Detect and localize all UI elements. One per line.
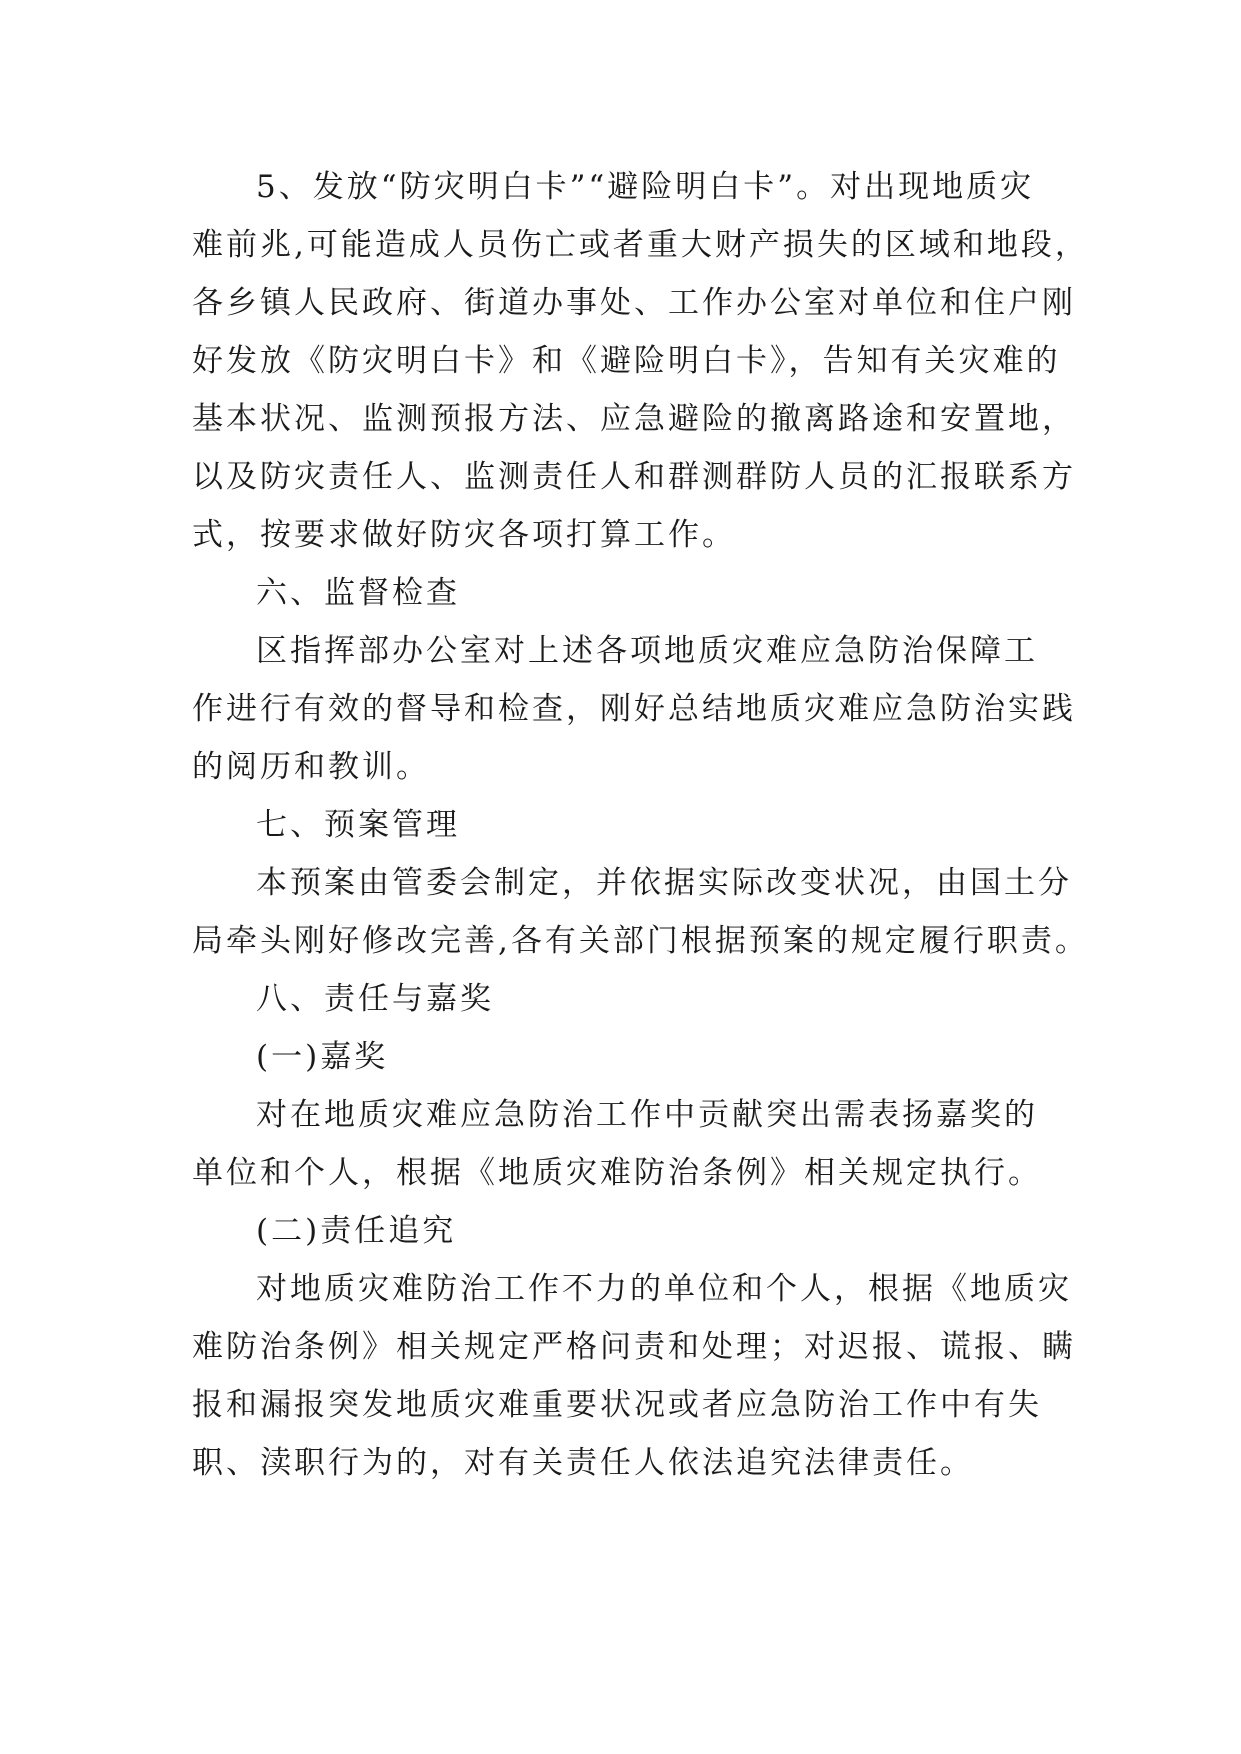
text-line: (二)责任追究 — [256, 1213, 457, 1249]
text-line: 以及防灾责任人、监测责任人和群测群防人员的汇报联系方 — [192, 459, 1076, 495]
text-line: 六、监督检查 — [256, 575, 460, 611]
text-line: 难防治条例》相关规定严格问责和处理；对迟报、谎报、瞒 — [192, 1329, 1076, 1365]
text-line: 对地质灾难防治工作不力的单位和个人，根据《地质灾 — [256, 1271, 1072, 1307]
text-line: 对在地质灾难应急防治工作中贡献突出需表扬嘉奖的 — [256, 1097, 1038, 1133]
text-line: 职、渎职行为的，对有关责任人依法追究法律责任。 — [192, 1445, 974, 1481]
text-line: 基本状况、监测预报方法、应急避险的撤离路途和安置地， — [192, 401, 1076, 437]
text-line: 5、发放“防灾明白卡”“避险明白卡”。对出现地质灾 — [256, 169, 1035, 205]
text-line: 各乡镇人民政府、街道办事处、工作办公室对单位和住户刚 — [192, 285, 1076, 321]
text-line: 单位和个人，根据《地质灾难防治条例》相关规定执行。 — [192, 1155, 1042, 1191]
text-line: 式，按要求做好防灾各项打算工作。 — [192, 517, 736, 553]
text-line: 局牵头刚好修改完善,各有关部门根据预案的规定履行职责。 — [192, 923, 1089, 959]
text-line: 好发放《防灾明白卡》和《避险明白卡》，告知有关灾难的 — [192, 343, 1061, 379]
text-line: 的阅历和教训。 — [192, 749, 430, 785]
text-line: 难前兆,可能造成人员伤亡或者重大财产损失的区域和地段， — [192, 227, 1089, 263]
text-line: 本预案由管委会制定，并依据实际改变状况，由国土分 — [256, 865, 1072, 901]
text-line: 作进行有效的督导和检查，刚好总结地质灾难应急防治实践 — [192, 691, 1076, 727]
text-line: (一)嘉奖 — [256, 1039, 389, 1075]
text-line: 八、责任与嘉奖 — [256, 981, 494, 1017]
document-body — [192, 158, 1092, 1492]
text-line: 报和漏报突发地质灾难重要状况或者应急防治工作中有失 — [192, 1387, 1042, 1423]
text-line: 七、预案管理 — [256, 807, 460, 843]
text-line: 区指挥部办公室对上述各项地质灾难应急防治保障工 — [256, 633, 1038, 669]
